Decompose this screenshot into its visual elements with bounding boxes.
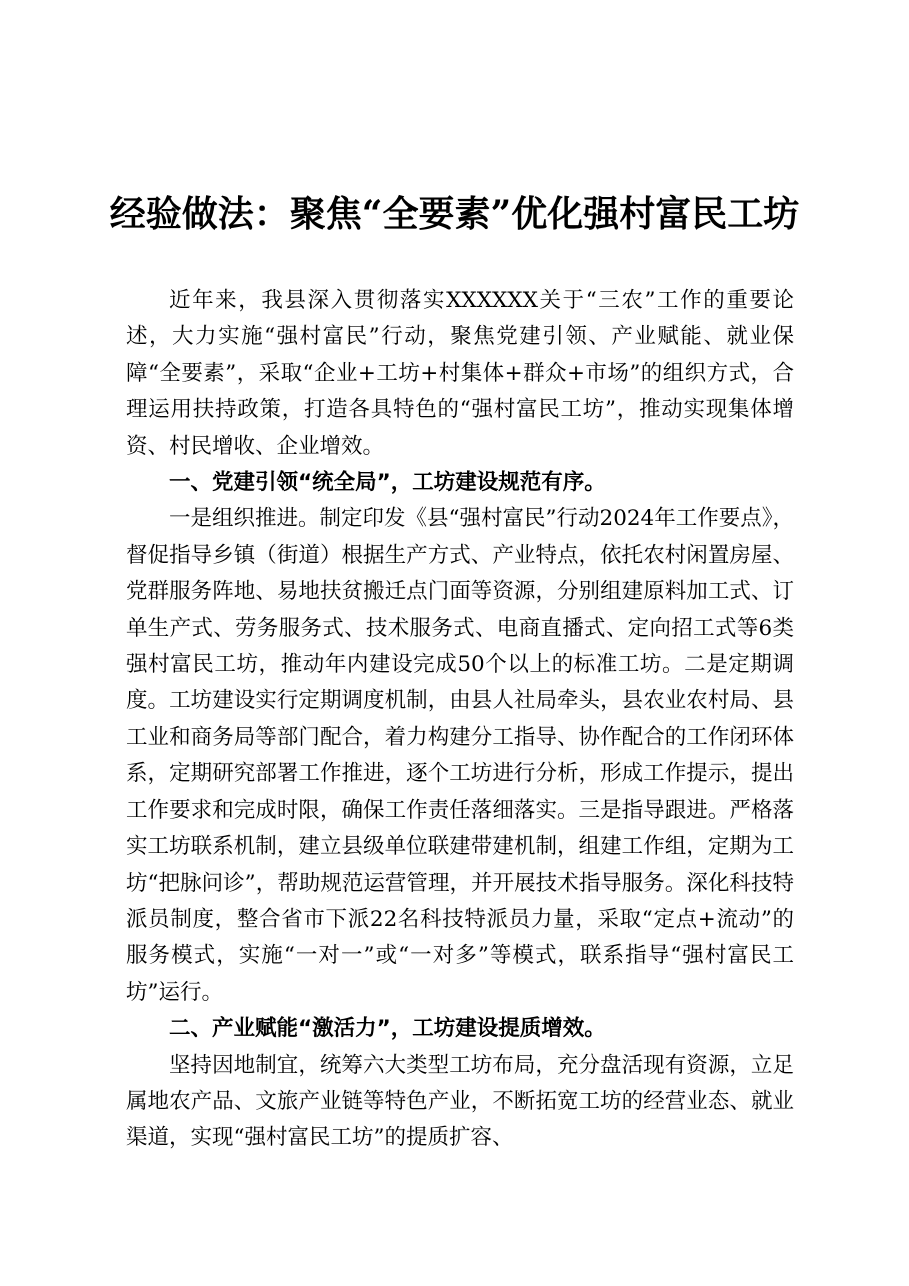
section-heading-1: 一、党建引领“统全局”，工坊建设规范有序。 xyxy=(169,470,606,496)
document-body xyxy=(126,283,794,1157)
section-2-paragraph: 坚持因地制宜，统筹六大类型工坊布局，充分盘活现有资源，立足属地农产品、文旅产业链等特色产业，不断拓宽工坊的经营业态、就业渠道，实现“强村富民工坊”的提质扩容、 xyxy=(126,1052,794,1151)
intro-paragraph: 近年来，我县深入贯彻落实XXXXXX关于“三农”工作的重要论述，大力实施“强村富民”行动，聚焦党建引领、产业赋能、就业保障“全要素”，采取“企业+工坊+村集体+群众+市场”的组织方式，合理运用扶持政策，打造各具特色的“强村富民工坊”，推动实现集体增资、村民增收、企业增效。 xyxy=(126,288,794,459)
section-heading-2: 二、产业赋能“激活力”，工坊建设提质增效。 xyxy=(169,1016,606,1042)
document-title: 经验做法：聚焦“全要素”优化强村富民工坊 xyxy=(109,193,800,235)
section-1-paragraph: 一是组织推进。制定印发《县“强村富民”行动2024年工作要点》，督促指导乡镇（街道）根据生产方式、产业特点，依托农村闲置房屋、党群服务阵地、易地扶贫搬迁点门面等资源，分别组建原料加工式、订单生产式、劳务服务式、技术服务式、电商直播式、定向招工式等6类强村富民工坊，推动年内建设完成50个以上的标准工坊。二是定期调度。工坊建设实行定期调度机制，由县人社局牵头，县农业农村局、县工业和商务局等部门配合，着力构建分工指导、协作配合的工作闭环体系，定期研究部署工作推进，逐个工坊进行分析，形成工作提示，提出工作要求和完成时限，确保工作责任落细落实。三是指导跟进。严格落实工坊联系机制，建立县级单位联建带建机制，组建工作组，定期为工坊“把脉问诊”，帮助规范运营管理，并开展技术指导服务。深化科技特派员制度，整合省市下派22名科技特派员力量，采取“定点+流动”的服务模式，实施“一对一”或“一对多”等模式，联系指导“强村富民工坊”运行。 xyxy=(126,506,794,1005)
